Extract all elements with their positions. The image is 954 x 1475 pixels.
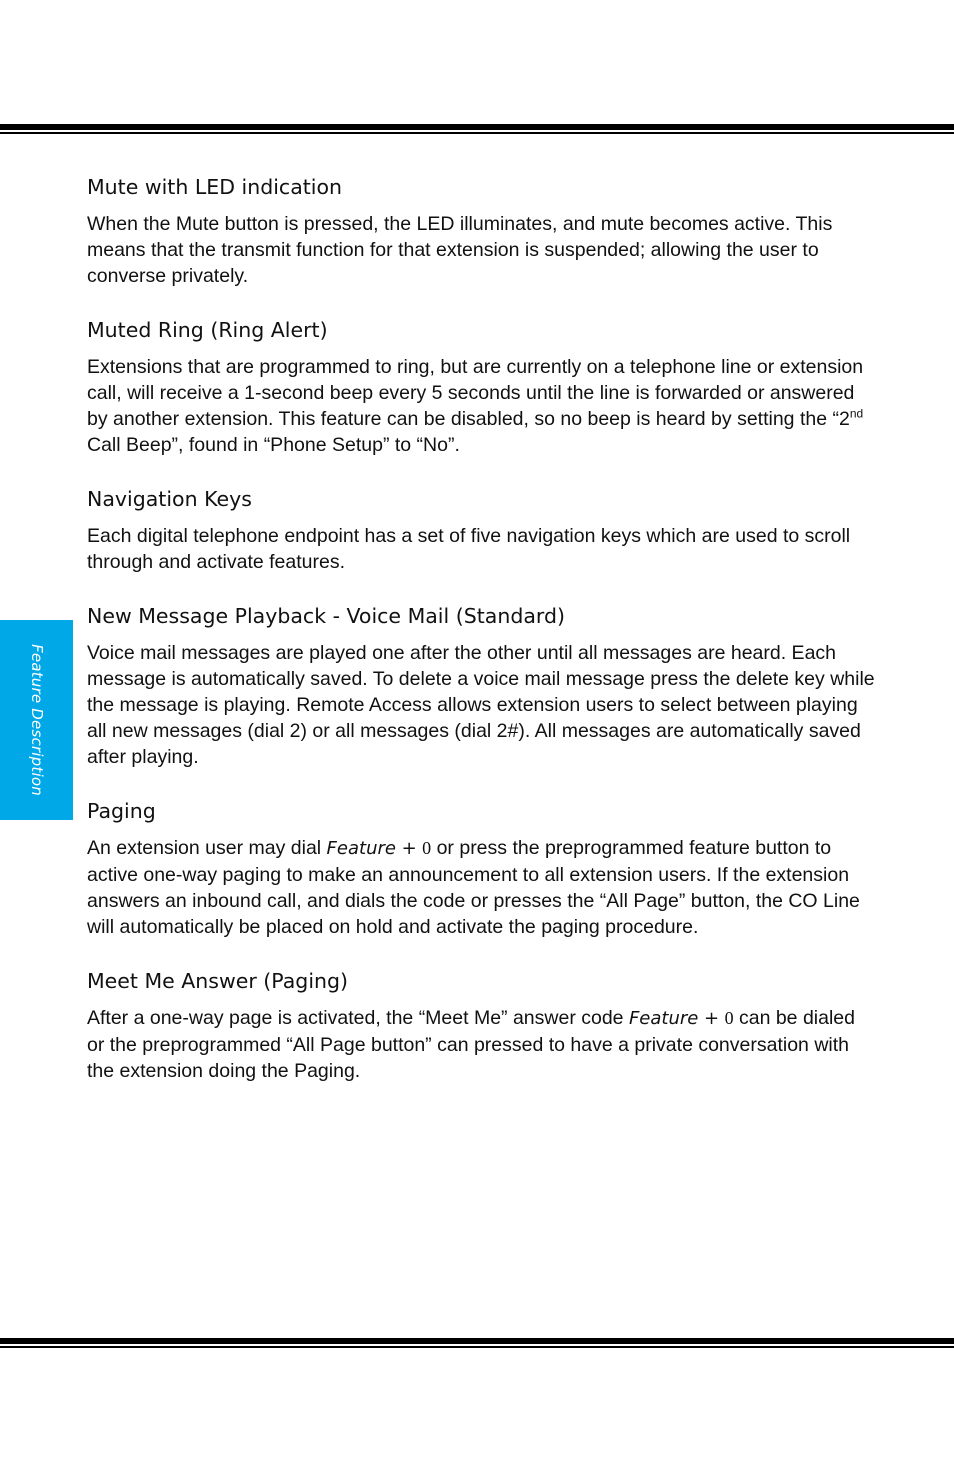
ordinal-suffix: nd <box>849 406 864 421</box>
section-new-message-playback <box>87 601 877 770</box>
top-rule <box>0 124 954 134</box>
section-body: Voice mail messages are played one after the other until all messages are heard. Each message is automatically saved. To delete a voice mail message press the delete key while the message is playing. Remote Access allows extension users to select between playing all new messages (dial 2) or all messages (dial 2#). All messages are automatically saved after playing. <box>87 642 875 768</box>
section-navigation-keys <box>87 484 877 575</box>
section-heading: New Message Playback - Voice Mail (Standard) <box>87 604 565 628</box>
section-body: Each digital telephone endpoint has a set of five navigation keys which are used to scroll through and activate features. <box>87 525 851 573</box>
side-tab-label: Feature Description <box>27 644 46 796</box>
body-text: Extensions that are programmed to ring, but are currently on a telephone line or extension call, will receive a 1-second beep every 5 seconds until the line is forwarded or answered by another extension. This feature can be disabled, so no beep is heard by setting the “2 <box>87 356 864 430</box>
section-meet-me-answer <box>87 966 877 1084</box>
body-text: An extension user may dial <box>87 837 327 859</box>
side-section-tab <box>0 620 73 820</box>
dial-code: 0 <box>422 838 432 858</box>
body-text: Call Beep”, found in “Phone Setup” to “No”. <box>87 434 460 456</box>
section-body: When the Mute button is pressed, the LED illuminates, and mute becomes active. This means that the transmit function for that extension is suspended; allowing the user to converse privately. <box>87 213 833 287</box>
section-body <box>87 835 877 940</box>
section-body <box>87 354 877 458</box>
section-heading: Mute with LED indication <box>87 175 343 199</box>
section-heading: Meet Me Answer (Paging) <box>87 969 349 993</box>
bottom-rule <box>0 1338 954 1348</box>
main-content <box>87 172 877 1110</box>
section-paging <box>87 796 877 940</box>
feature-key-label: Feature + <box>326 838 417 859</box>
section-heading: Paging <box>87 799 156 823</box>
body-text: After a one-way page is activated, the “Meet Me” answer code <box>87 1007 629 1029</box>
section-body <box>87 1005 877 1084</box>
section-muted-ring <box>87 315 877 458</box>
body-text: can be dialed or the preprogrammed “All Page button” can pressed to have a private conversation with the extension doing the Paging. <box>87 1007 855 1082</box>
section-mute-led <box>87 172 877 289</box>
body-text: or press the preprogrammed feature button to active one-way paging to make an announcement to all extension users. If the extension answers an inbound call, and dials the code or presses the “All Page” button, the CO Line will automatically be placed on hold and activate the paging procedure. <box>87 837 860 938</box>
feature-key-label: Feature + <box>628 1008 720 1029</box>
section-heading: Navigation Keys <box>87 487 252 511</box>
dial-code: 0 <box>724 1008 734 1028</box>
section-heading: Muted Ring (Ring Alert) <box>87 318 328 342</box>
